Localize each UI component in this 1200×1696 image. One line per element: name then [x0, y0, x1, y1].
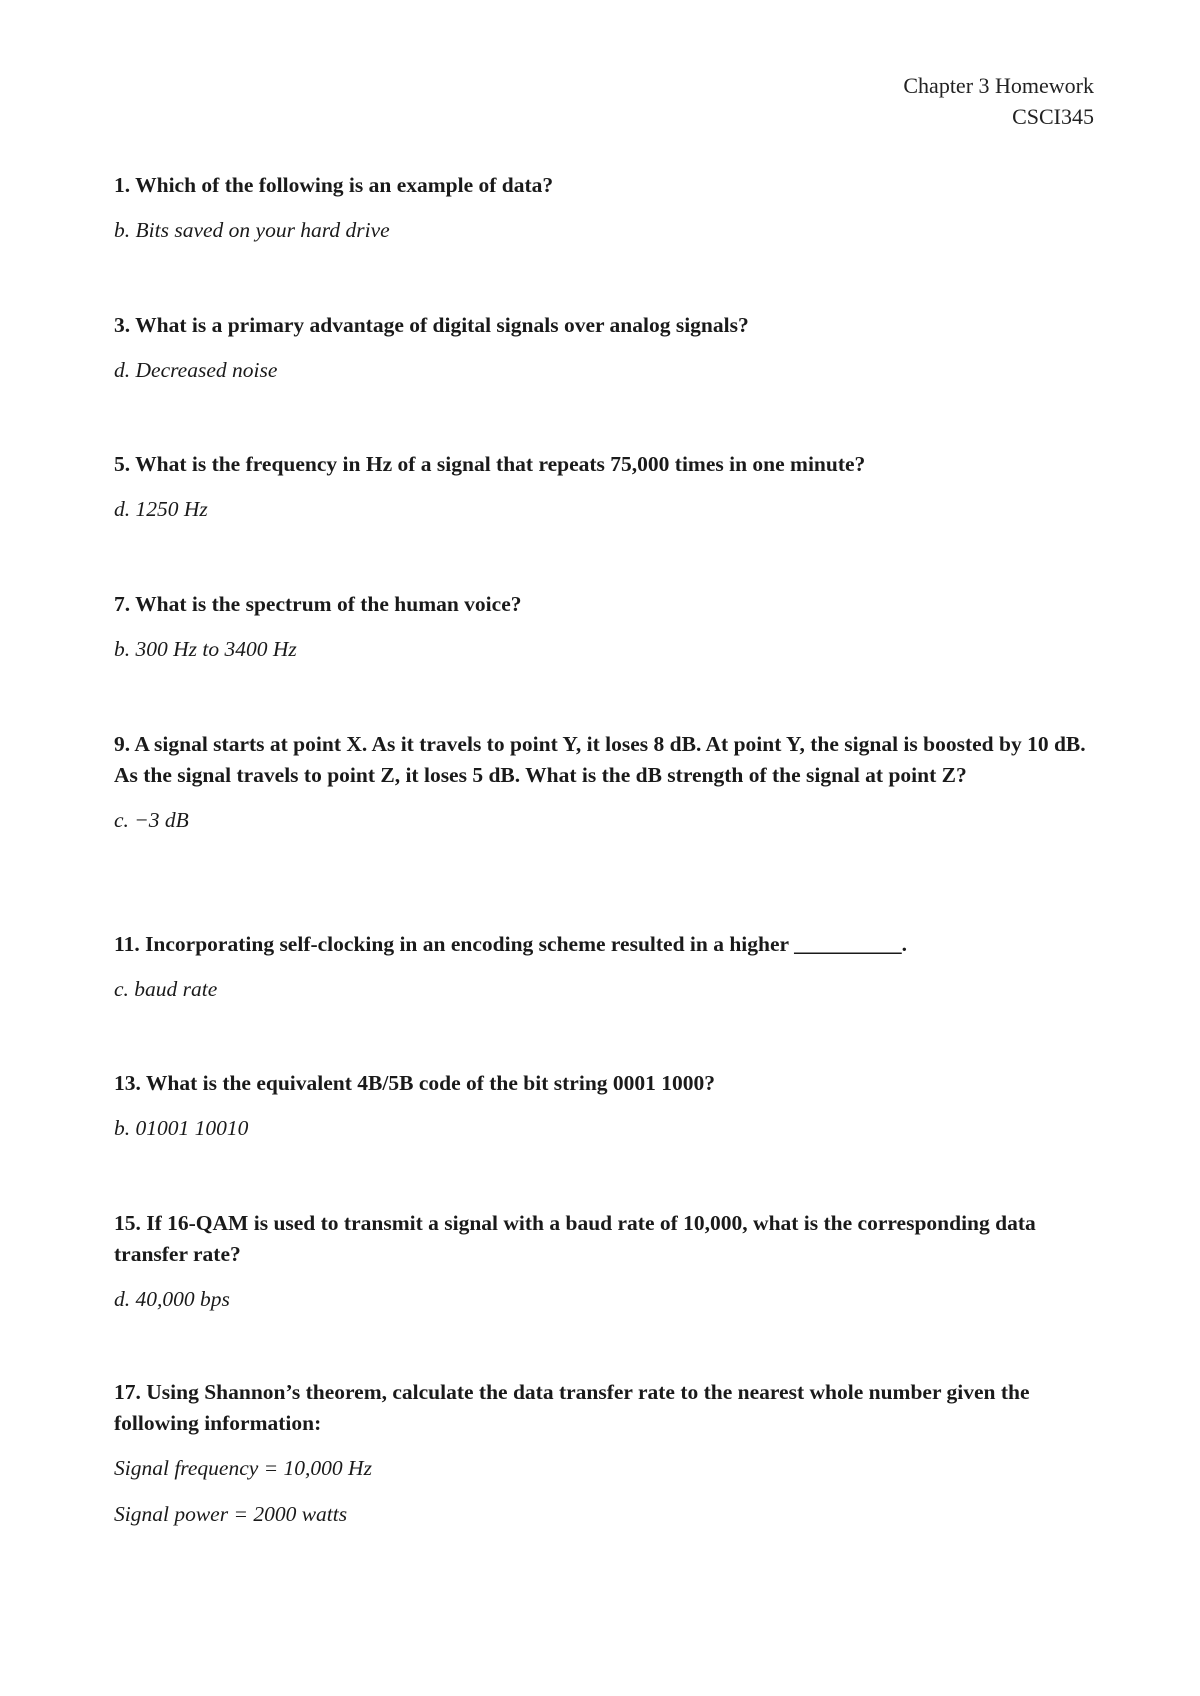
- chapter-title: Chapter 3 Homework: [903, 73, 1094, 98]
- question-text: 15. If 16-QAM is used to transmit a signal with a baud rate of 10,000, what is the corresponding data transfer rate?: [114, 1211, 1036, 1266]
- answer-text: c. −3 dB: [114, 808, 189, 832]
- question-block: [114, 310, 1094, 386]
- question-text: 5. What is the frequency in Hz of a signal that repeats 75,000 times in one minute?: [114, 452, 866, 476]
- question-text: 17. Using Shannon’s theorem, calculate the data transfer rate to the nearest whole number given the following information:: [114, 1380, 1030, 1435]
- question-block: [114, 929, 1094, 1005]
- answer-text: b. 300 Hz to 3400 Hz: [114, 637, 297, 661]
- answer-text: b. Bits saved on your hard drive: [114, 218, 390, 242]
- question-text: 13. What is the equivalent 4B/5B code of the bit string 0001 1000?: [114, 1071, 716, 1095]
- answer-text: d. Decreased noise: [114, 358, 278, 382]
- course-code: CSCI345: [1012, 104, 1094, 129]
- document-header: [903, 70, 1094, 132]
- question-block: [114, 1377, 1094, 1530]
- question-block: [114, 449, 1094, 525]
- question-block: [114, 589, 1094, 665]
- answer-text: Signal frequency = 10,000 Hz: [114, 1456, 372, 1480]
- question-text: 9. A signal starts at point X. As it travels to point Y, it loses 8 dB. At point Y, the signal is boosted by 10 dB. As the signal travels to point Z, it loses 5 dB. What is the dB strength of the signal at point Z?: [114, 732, 1086, 787]
- question-block: [114, 1208, 1094, 1315]
- answer-text: d. 1250 Hz: [114, 497, 208, 521]
- question-text: 11. Incorporating self-clocking in an encoding scheme resulted in a higher __________.: [114, 932, 907, 956]
- question-block: [114, 1068, 1094, 1144]
- question-block: [114, 729, 1094, 836]
- question-text: 7. What is the spectrum of the human voice?: [114, 592, 522, 616]
- answer-text: Signal power = 2000 watts: [114, 1502, 348, 1526]
- answer-text: d. 40,000 bps: [114, 1287, 230, 1311]
- question-block: [114, 170, 1094, 246]
- question-text: 1. Which of the following is an example of data?: [114, 173, 554, 197]
- answer-text: b. 01001 10010: [114, 1116, 249, 1140]
- answer-text: c. baud rate: [114, 977, 218, 1001]
- question-text: 3. What is a primary advantage of digital signals over analog signals?: [114, 313, 749, 337]
